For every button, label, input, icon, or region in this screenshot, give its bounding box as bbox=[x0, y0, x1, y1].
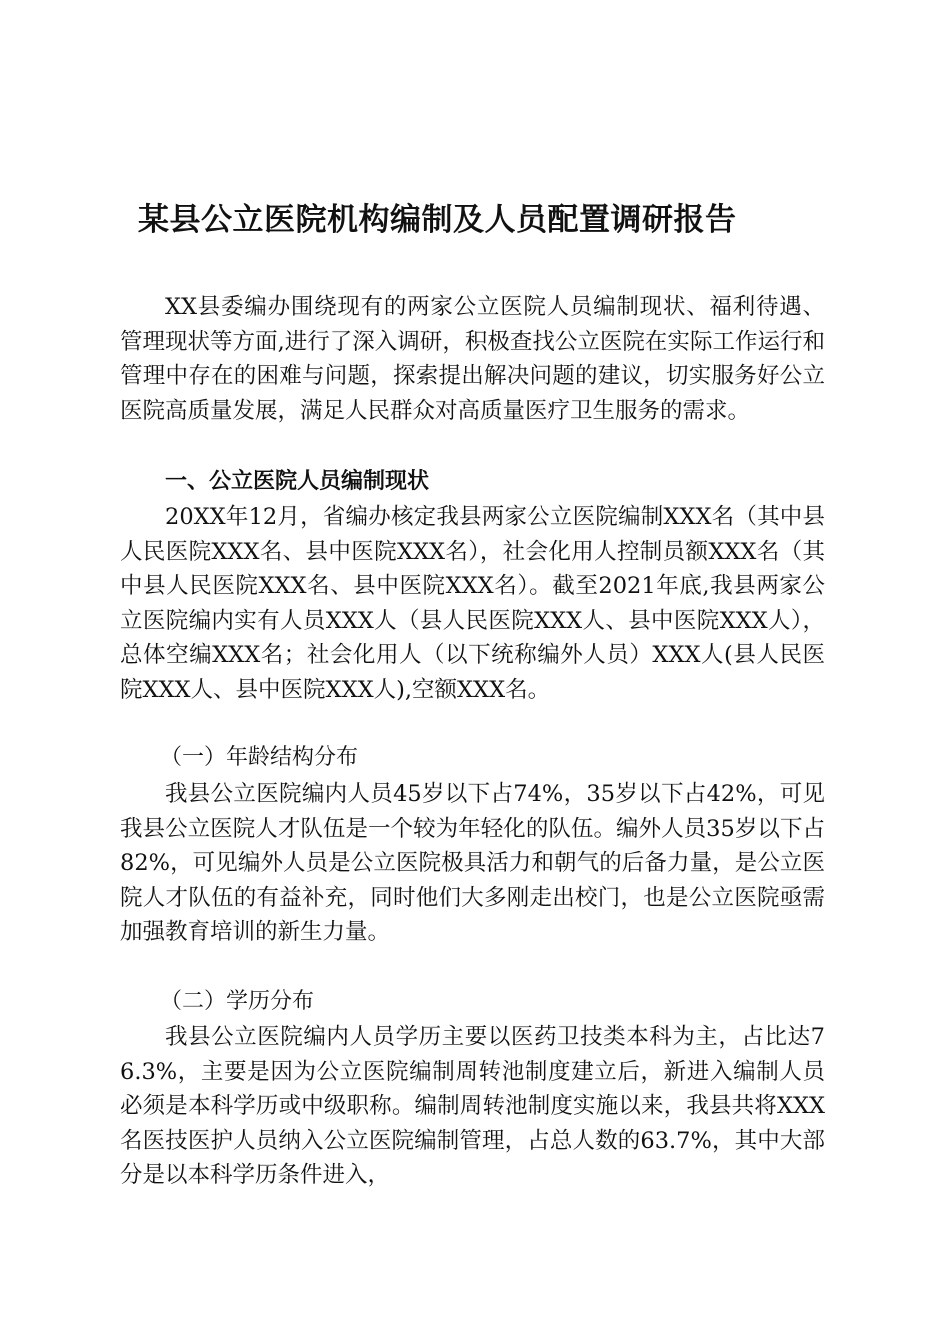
subsection-heading-education: （二）学历分布 bbox=[160, 989, 315, 1014]
subsection-heading-age: （一）年龄结构分布 bbox=[160, 745, 359, 770]
section-1-paragraph: 20XX年12月，省编办核定我县两家公立医院编制XXX名（其中县人民医院XXX名、县中医院XXX名），社会化用人控制员额XXX名（其中县人民医院XXX名、县中医院XXX名）。截至2021年底,我县两家公立医院编内实有人员XXX人（县人民医院XXX人、县中医院XXX人），总体空编XXX名；社会化用人（以下统称编外人员）XXX人(县人民医院XXX人、县中医院XXX人),空额XXX名。 bbox=[120, 504, 825, 703]
document-title: 某县公立医院机构编制及人员配置调研报告 bbox=[138, 202, 737, 238]
section-heading-1: 一、公立医院人员编制现状 bbox=[165, 469, 430, 494]
subsection-education-paragraph: 我县公立医院编内人员学历主要以医药卫技类本科为主，占比达76.3%，主要是因为公立医院编制周转池制度建立后，新进入编制人员必须是本科学历或中级职称。编制周转池制度实施以来，我县共将XXX名医技医护人员纳入公立医院编制管理，占总人数的63.7%，其中大部分是以本科学历条件进入， bbox=[120, 1024, 825, 1188]
intro-paragraph: XX县委编办围绕现有的两家公立医院人员编制现状、福利待遇、管理现状等方面,进行了深入调研，积极查找公立医院在实际工作运行和管理中存在的困难与问题，探索提出解决问题的建议，切实服务好公立医院高质量发展，满足人民群众对高质量医疗卫生服务的需求。 bbox=[120, 294, 825, 424]
subsection-age-paragraph: 我县公立医院编内人员45岁以下占74%，35岁以下占42%，可见我县公立医院人才队伍是一个较为年轻化的队伍。编外人员35岁以下占82%，可见编外人员是公立医院极具活力和朝气的后备力量，是公立医院人才队伍的有益补充，同时他们大多刚走出校门，也是公立医院亟需加强教育培训的新生力量。 bbox=[120, 781, 826, 945]
